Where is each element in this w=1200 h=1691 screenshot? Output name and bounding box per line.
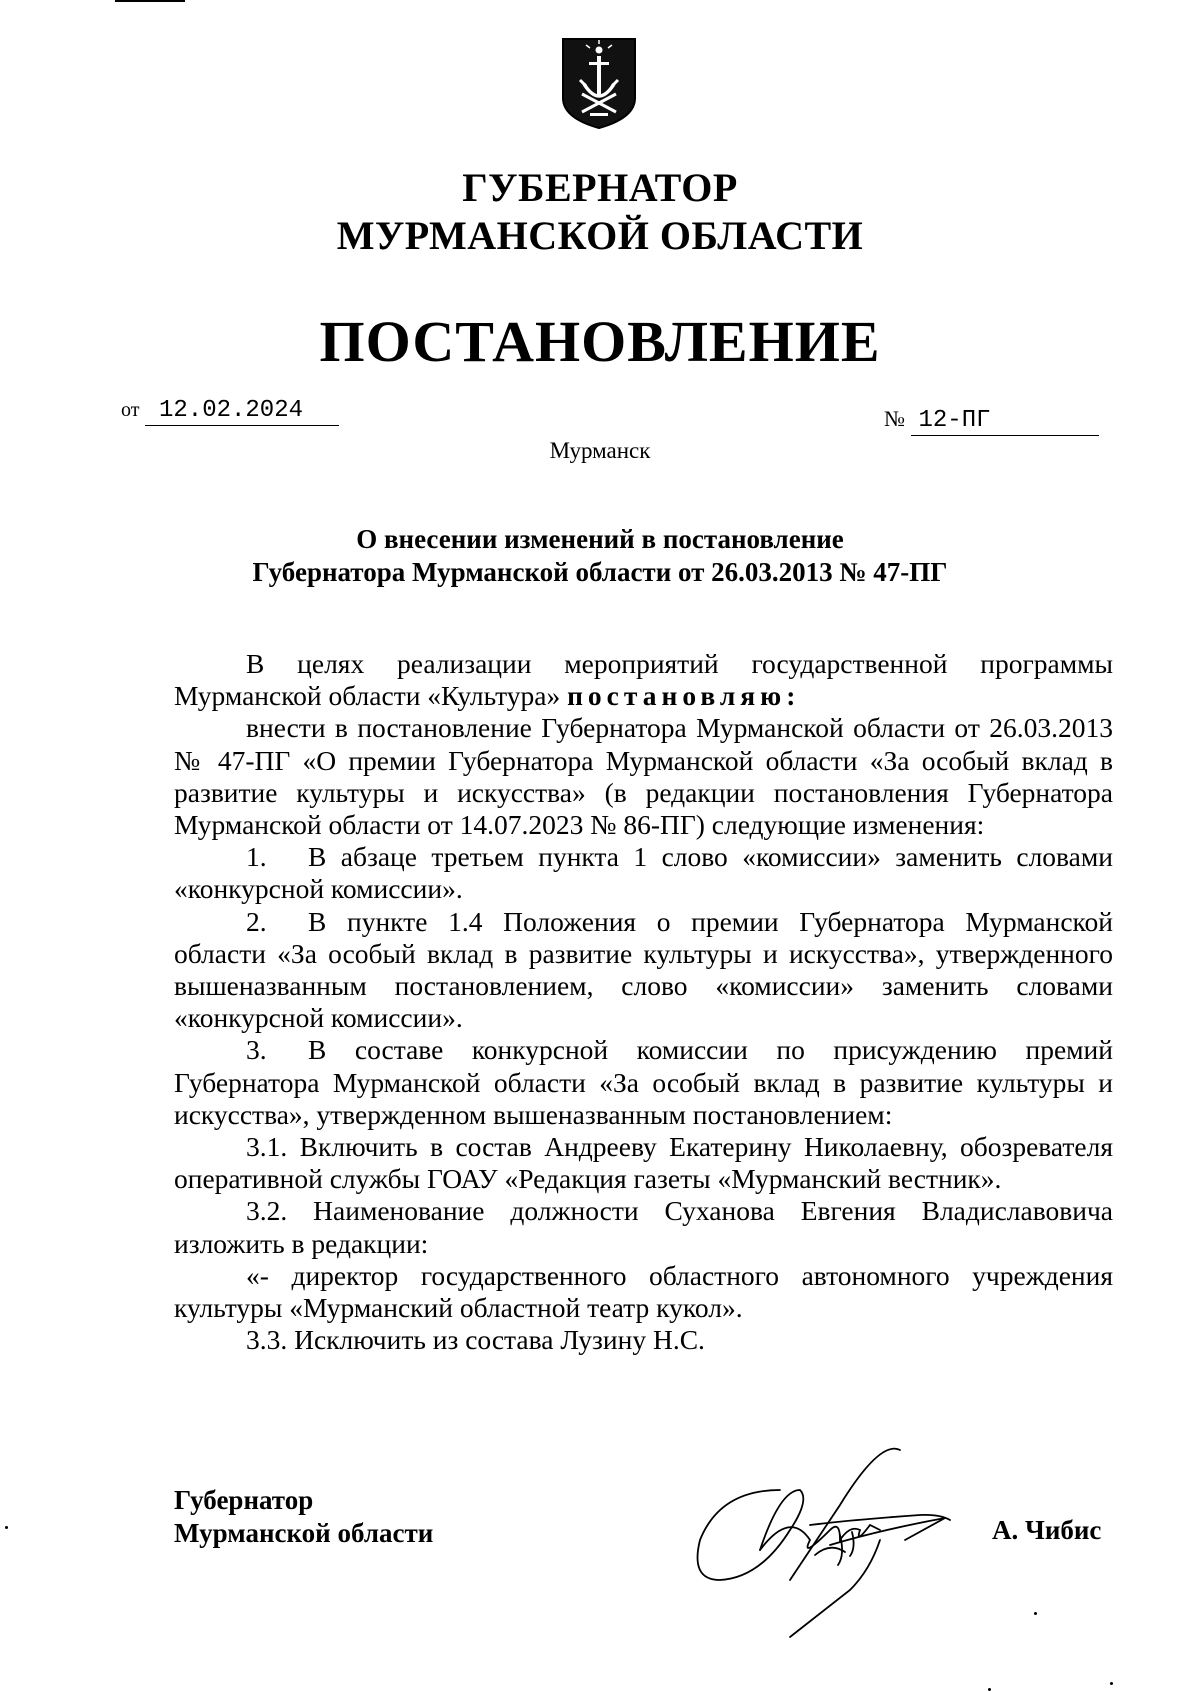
item-3-3: 3.3. Исключить из состава Лузину Н.С. — [246, 1324, 705, 1356]
document-number-row — [884, 406, 1099, 436]
scan-speck — [1110, 1682, 1113, 1685]
handwritten-signature — [690, 1430, 990, 1640]
item-3-2: 3.2. Наименование должности Суханова Евгения Владиславовича изложить в редакции: — [174, 1195, 1113, 1259]
signatory-position — [174, 1484, 433, 1550]
document-type-heading: ПОСТАНОВЛЕНИЕ — [319, 309, 881, 374]
signatory-name: А. Чибис — [992, 1515, 1102, 1545]
item-3 — [174, 1034, 1113, 1131]
intro-paragraph — [174, 648, 1113, 712]
item-1 — [174, 841, 1113, 905]
signatory-position-line1: Губернатор — [174, 1485, 314, 1515]
document-date-row — [121, 396, 339, 426]
intro-text: В целях реализации мероприятий государственной программы Мурманской области «Культура» — [174, 648, 1113, 712]
scan-artifact-line — [115, 0, 185, 2]
item-3-number: 3. — [246, 1034, 267, 1066]
item-2-number: 2. — [246, 905, 267, 937]
issuer-title-line2: МУРМАНСКОЙ ОБЛАСТИ — [336, 213, 864, 258]
coat-of-arms-emblem — [560, 36, 638, 130]
item-2-text: В пункте 1.4 Положения о премии Губернатора Мурманской области «За особый вклад в развитие культуры и искусства», утвержденного вышеназванным постановлением, слово «комиссии» заменить словами «конкурсной комиссии». — [174, 905, 1113, 1034]
document-number: 12-ПГ — [911, 407, 1099, 436]
item-1-text: В абзаце третьем пункта 1 слово «комиссии» заменить словами «конкурсной комиссии». — [174, 841, 1113, 905]
item-3-1: 3.1. Включить в состав Андрееву Екатерину Николаевну, обозревателя оперативной службы ГОАУ «Редакция газеты «Мурманский вестник». — [174, 1131, 1113, 1195]
decision-paragraph: внести в постановление Губернатора Мурманской области от 26.03.2013 № 47-ПГ «О премии Губернатора Мурманской области «За особый вклад в развитие культуры и искусства» (в редакции постановления Губернатора Мурманской области от 14.07.2023 № 86-ПГ) следующие изменения: — [174, 712, 1113, 841]
number-prefix: № — [884, 406, 905, 431]
signatory-position-line2: Мурманской области — [174, 1518, 434, 1548]
document-body — [174, 648, 1113, 1356]
item-3-text: В составе конкурсной комиссии по присуждению премий Губернатора Мурманской области «За особый вклад в развитие культуры и искусства», утвержденном вышеназванным постановлением: — [174, 1034, 1113, 1130]
issue-city: Мурманск — [549, 438, 651, 463]
scan-speck — [1034, 1612, 1037, 1615]
item-3-2-quote: «- директор государственного областного автономного учреждения культуры «Мурманский областной театр кукол». — [174, 1259, 1113, 1324]
item-2 — [174, 906, 1113, 1035]
date-prefix: от — [121, 399, 140, 421]
scan-speck — [5, 1526, 8, 1529]
document-date: 12.02.2024 — [145, 397, 339, 426]
subject-line1: О внесении изменений в постановление — [356, 524, 844, 554]
subject-line2: Губернатора Мурманской области от 26.03.2013 № 47-ПГ — [252, 557, 948, 587]
item-1-number: 1. — [246, 841, 267, 873]
issuer-title-line1: ГУБЕРНАТОР — [462, 165, 738, 210]
intro-keyword: постановляю: — [567, 680, 801, 712]
